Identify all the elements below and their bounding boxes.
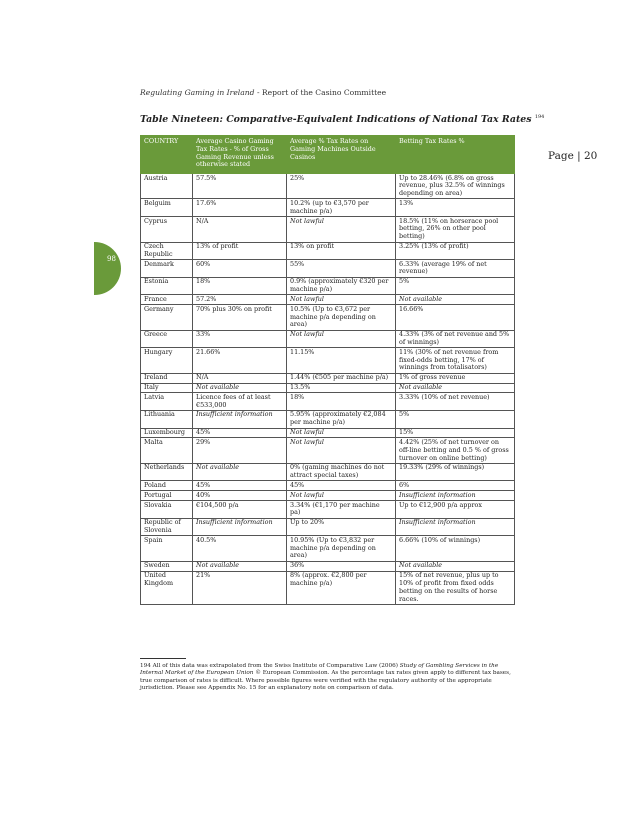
cell-casino: 40.5% [193, 536, 287, 561]
cell-casino: N/A [193, 217, 287, 242]
cell-betting: 13% [396, 199, 515, 217]
cell-machines: 11.15% [287, 348, 396, 373]
cell-betting: Not available [396, 295, 515, 305]
cell-country: Luxembourg [141, 428, 193, 438]
cell-country: Ireland [141, 373, 193, 383]
cell-country: Czech Republic [141, 242, 193, 260]
cell-betting: Not available [396, 383, 515, 393]
cell-machines: 18% [287, 393, 396, 411]
cell-country: United Kingdom [141, 571, 193, 604]
col-header-machines: Average % Tax Rates on Gaming Machines Outside Casinos [287, 136, 396, 174]
cell-betting: 18.5% (11% on horserace pool betting, 26% on other pool betting) [396, 217, 515, 242]
cell-country: Estonia [141, 277, 193, 295]
cell-machines: Not lawful [287, 295, 396, 305]
table-row [141, 410, 515, 428]
cell-betting: 5% [396, 277, 515, 295]
cell-betting: Insufficient information [396, 491, 515, 501]
cell-casino: 13% of profit [193, 242, 287, 260]
table-row [141, 260, 515, 278]
table-row [141, 217, 515, 242]
table-row [141, 463, 515, 481]
cell-country: Germany [141, 305, 193, 330]
table-header-row [141, 136, 515, 174]
cell-country: Lithuania [141, 410, 193, 428]
cell-machines: 8% (approx. €2,800 per machine p/a) [287, 571, 396, 604]
cell-country: Malta [141, 438, 193, 463]
table-row [141, 373, 515, 383]
table-row [141, 277, 515, 295]
col-header-casino: Average Casino Gaming Tax Rates - % of Gross Gaming Revenue unless otherwise stated [193, 136, 287, 174]
cell-betting: 6.33% (average 19% of net revenue) [396, 260, 515, 278]
cell-casino: 18% [193, 277, 287, 295]
cell-machines: Not lawful [287, 491, 396, 501]
cell-casino: 57.2% [193, 295, 287, 305]
table-row [141, 295, 515, 305]
cell-country: Republic of Slovenia [141, 518, 193, 536]
tax-rates-table [140, 135, 515, 605]
cell-machines: 10.2% (up to €3,570 per machine p/a) [287, 199, 396, 217]
cell-casino: N/A [193, 373, 287, 383]
cell-casino: 17.6% [193, 199, 287, 217]
cell-betting: 15% [396, 428, 515, 438]
cell-country: Netherlands [141, 463, 193, 481]
cell-machines: 13.5% [287, 383, 396, 393]
cell-casino: Not available [193, 561, 287, 571]
footnote-text-1: All of this data was extrapolated from the Swiss Institute of Comparative Law (2006) [150, 663, 400, 669]
table-row [141, 501, 515, 519]
footnote-number: 194 [140, 663, 151, 669]
cell-machines: 0% (gaming machines do not attract special taxes) [287, 463, 396, 481]
cell-casino: Not available [193, 463, 287, 481]
footnote-source: Study of Gambling Services in the Internal Market of the European Union [140, 663, 499, 677]
cell-machines: 36% [287, 561, 396, 571]
cell-machines: 10.5% (Up to €3,672 per machine p/a depending on area) [287, 305, 396, 330]
cell-machines: 3.34% (€1,170 per machine pa) [287, 501, 396, 519]
table-row [141, 571, 515, 604]
table-row [141, 242, 515, 260]
table-title-text: Table Nineteen: Comparative-Equivalent Indications of National Tax Rates [140, 114, 532, 125]
cell-country: Belguim [141, 199, 193, 217]
table-row [141, 491, 515, 501]
cell-country: Poland [141, 481, 193, 491]
table-row [141, 348, 515, 373]
cell-machines: Not lawful [287, 438, 396, 463]
side-page-tab [94, 242, 121, 295]
table-row [141, 518, 515, 536]
cell-betting: 4.33% (3% of net revenue and 5% of winnings) [396, 330, 515, 348]
cell-machines: Not lawful [287, 330, 396, 348]
table-row [141, 305, 515, 330]
header-title-italic: Regulating Gaming in Ireland [140, 88, 255, 97]
cell-country: Greece [141, 330, 193, 348]
table-row [141, 393, 515, 411]
cell-casino: 21.66% [193, 348, 287, 373]
cell-betting: 6.66% (10% of winnings) [396, 536, 515, 561]
cell-country: Portugal [141, 491, 193, 501]
running-header [140, 88, 386, 97]
cell-casino: Not available [193, 383, 287, 393]
table-title [140, 114, 544, 125]
cell-machines: 55% [287, 260, 396, 278]
cell-country: Spain [141, 536, 193, 561]
cell-betting: 6% [396, 481, 515, 491]
cell-country: Latvia [141, 393, 193, 411]
table-row [141, 561, 515, 571]
cell-machines: 13% on profit [287, 242, 396, 260]
cell-betting: Insufficient information [396, 518, 515, 536]
cell-casino: 29% [193, 438, 287, 463]
cell-casino: 60% [193, 260, 287, 278]
cell-betting: 5% [396, 410, 515, 428]
cell-betting: Up to €12,900 p/a approx [396, 501, 515, 519]
cell-casino: 45% [193, 481, 287, 491]
cell-casino: Insufficient information [193, 410, 287, 428]
cell-country: Italy [141, 383, 193, 393]
table-body [141, 174, 515, 605]
cell-betting: 19.33% (29% of winnings) [396, 463, 515, 481]
footnote-text-2: © European Commission. As the percentage tax rates given apply to different tax bases, true comparison of rates is difficult. Where possible figures were verified with the regulatory authority of the appropriate jurisdiction. Please see Appendix No. 15 for an explanatory note on comparison of data. [140, 670, 511, 691]
col-header-betting: Betting Tax Rates % [396, 136, 515, 174]
table-row [141, 174, 515, 199]
cell-machines: 1.44% (€505 per machine p/a) [287, 373, 396, 383]
cell-casino: 57.5% [193, 174, 287, 199]
header-title-rest: - Report of the Casino Committee [254, 88, 387, 97]
cell-casino: 40% [193, 491, 287, 501]
cell-country: Slovakia [141, 501, 193, 519]
cell-betting: 15% of net revenue, plus up to 10% of profit from fixed odds betting on the results of horse races. [396, 571, 515, 604]
footnote [140, 663, 516, 692]
table-row [141, 330, 515, 348]
cell-betting: 16.66% [396, 305, 515, 330]
table-row [141, 536, 515, 561]
cell-country: Denmark [141, 260, 193, 278]
table-row [141, 383, 515, 393]
cell-country: Hungary [141, 348, 193, 373]
cell-betting: 1% of gross revenue [396, 373, 515, 383]
cell-casino: 33% [193, 330, 287, 348]
cell-country: Austria [141, 174, 193, 199]
cell-machines: 5.95% (approximately €2,084 per machine p/a) [287, 410, 396, 428]
table-row [141, 438, 515, 463]
cell-machines: Up to 20% [287, 518, 396, 536]
cell-betting: Up to 28.46% (6.8% on gross revenue, plus 32.5% of winnings depending on area) [396, 174, 515, 199]
page-label: Page | 20 [548, 150, 598, 162]
cell-betting: 3.25% (13% of profit) [396, 242, 515, 260]
footnote-rule [140, 658, 186, 659]
cell-machines: 0.9% (approximately €320 per machine p/a) [287, 277, 396, 295]
cell-casino: Licence fees of at least €533,000 [193, 393, 287, 411]
cell-country: Cyprus [141, 217, 193, 242]
cell-machines: 45% [287, 481, 396, 491]
cell-casino: Insufficient information [193, 518, 287, 536]
cell-betting: 3.33% (10% of net revenue) [396, 393, 515, 411]
cell-machines: Not lawful [287, 217, 396, 242]
cell-machines: 10.95% (Up to €3,832 per machine p/a depending on area) [287, 536, 396, 561]
table-row [141, 428, 515, 438]
cell-betting: 4.42% (25% of net turnover on off-line betting and 0.5 % of gross turnover on online betting) [396, 438, 515, 463]
col-header-country: COUNTRY [141, 136, 193, 174]
cell-betting: Not available [396, 561, 515, 571]
side-page-number: 98 [107, 255, 116, 263]
cell-casino: 21% [193, 571, 287, 604]
cell-machines: Not lawful [287, 428, 396, 438]
cell-casino: €104,500 p/a [193, 501, 287, 519]
cell-machines: 25% [287, 174, 396, 199]
table-footnote-ref: 194 [534, 114, 545, 120]
table-row [141, 199, 515, 217]
cell-casino: 45% [193, 428, 287, 438]
cell-casino: 70% plus 30% on profit [193, 305, 287, 330]
cell-betting: 11% (30% of net revenue from fixed-odds betting, 17% of winnings from totalisators) [396, 348, 515, 373]
cell-country: France [141, 295, 193, 305]
cell-country: Sweden [141, 561, 193, 571]
table-row [141, 481, 515, 491]
